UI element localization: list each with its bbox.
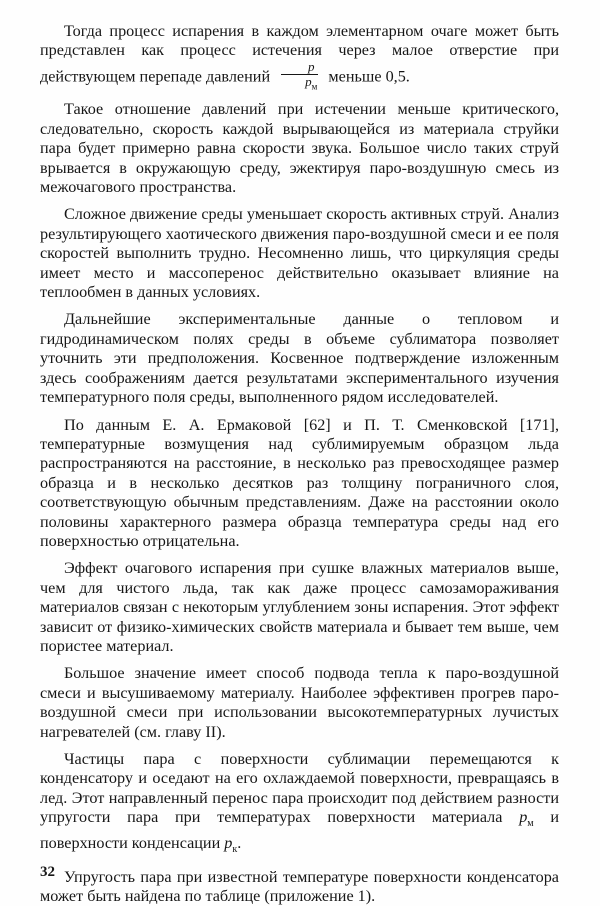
paragraph-6: Эффект очагового испарения при сушке влажных материалов выше, чем для чистого льда, так как даже процесс самозамораживания материалов связан с некоторым углублением зоны испарения. Этот эффект зависит от физико-химических свойств материала и бывает тем выше, чем пористее материал. bbox=[40, 559, 559, 656]
paragraph-8-middle: и поверхности конденсации bbox=[40, 808, 559, 852]
paragraph-7: Большое значение имеет способ подвода тепла к паро-воздушной смеси и высушиваемому материалу. Наиболее эффективен прогрев паро-воздушной смеси при использовании высокотемпературных лучистых нагревателей (см. главу II). bbox=[40, 664, 559, 742]
paragraph-5: По данным Е. А. Ермаковой [62] и П. Т. Сменковской [171], температурные возмущения над сублимируемым образцом льда распространяются на расстояние, в несколько раз превосходящее размер образца и в несколько десятков раз толщину пограничного слоя, соответствующую обычным представлениям. Даже на расстоянии около половины характерного размера образца температура среды над его поверхностью отрицательна. bbox=[40, 416, 559, 552]
paragraph-9: Упругость пара при известной температуре поверхности конденсатора может быть найдена по таблице (приложение 1). bbox=[40, 868, 559, 906]
material-pressure-symbol: $p_м$ bbox=[519, 808, 533, 826]
paragraph-4: Дальнейшие экспериментальные данные о тепловом и гидродинамическом полях среды в объеме сублиматора позволяет уточнить эти предположения. Косвенное подтверждение изложенным здесь соображениям дается результатами экспериментального изучения температурного поля среды, выполненного рядом исследователей. bbox=[40, 310, 559, 407]
paragraph-8-text: Частицы пара с поверхности сублимации перемещаются к конденсатору и оседают на его охлаждаемой поверхности, превращаясь в лед. Этот направленный перенос пара происходит под действием разности упругости пара при температурах поверхности материала bbox=[40, 750, 559, 826]
paragraph-3: Сложное движение среды уменьшает скорость активных струй. Анализ результирующего хаотического движения паро-воздушной смеси и ее поля скоростей выполнить трудно. Несомненно лишь, что циркуляция среды имеет место и массоперенос действительно оказывает влияние на теплообмен в данных условиях. bbox=[40, 205, 559, 302]
paragraph-1-tail: меньше 0,5. bbox=[328, 67, 409, 85]
paragraph-1-text: Тогда процесс испарения в каждом элементарном очаге может быть представлен как процесс истечения через малое отверстие при действующем перепаде давлений bbox=[40, 22, 559, 85]
condenser-pressure-symbol: $p_к$ bbox=[224, 834, 237, 852]
formula-denominator: $p_м$ bbox=[278, 75, 320, 94]
paragraph-2: Такое отношение давлений при истечении меньше критического, следовательно, скорость каждой вырывающейся из материала струйки пара будет примерно равна скорости звука. Большое число таких струй врывается в окружающую среду, эжектируя паро-воздушную смесь из межочагового пространства. bbox=[40, 100, 559, 197]
pressure-ratio-formula bbox=[278, 60, 320, 94]
paragraph-8-end: . bbox=[237, 834, 241, 852]
paragraph-8 bbox=[40, 750, 559, 860]
paragraph-1 bbox=[40, 22, 559, 94]
formula-numerator: p bbox=[281, 60, 318, 75]
page-number: 32 bbox=[40, 864, 55, 881]
